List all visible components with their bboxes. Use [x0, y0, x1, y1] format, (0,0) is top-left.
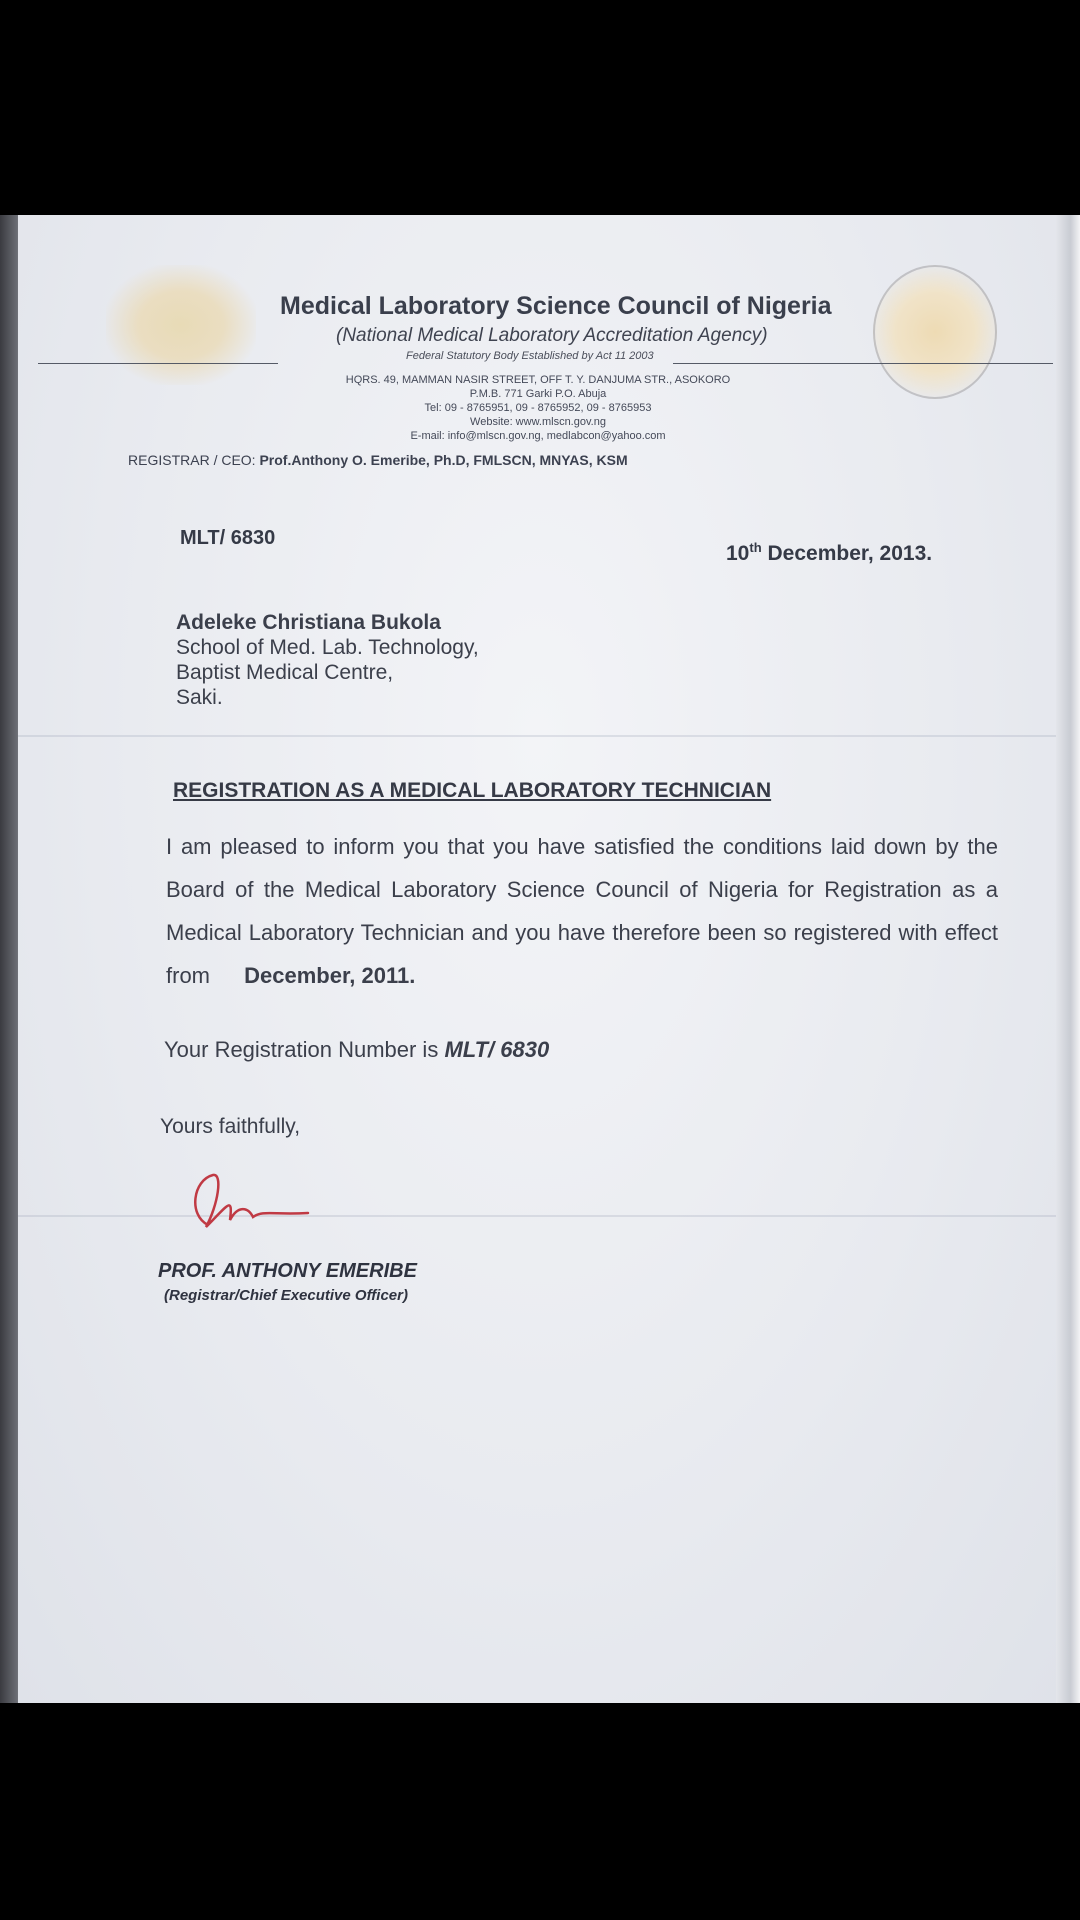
org-subtitle: (National Medical Laboratory Accreditation Agency)	[336, 325, 768, 346]
address-line: HQRS. 49, MAMMAN NASIR STREET, OFF T. Y. DANJUMA STR., ASOKORO	[345, 374, 731, 386]
date-rest: December, 2013.	[767, 542, 933, 565]
email-line: E-mail: info@mlscn.gov.ng, medlabcon@yahoo.com	[410, 430, 666, 442]
effective-date: December, 2011.	[244, 963, 416, 988]
registrar-label: REGISTRAR / CEO:	[128, 452, 256, 468]
photo-right-edge	[1056, 215, 1080, 1703]
letter-date	[726, 540, 932, 566]
statutory-line: Federal Statutory Body Established by Act 11 2003	[406, 350, 654, 362]
website-line: Website: www.mlscn.gov.ng	[470, 416, 606, 428]
date-day: 10	[726, 542, 750, 565]
coat-of-arms-icon	[106, 265, 256, 385]
letter-paper	[18, 215, 1058, 1703]
registration-number-line	[164, 1037, 549, 1063]
addressee-line: Saki.	[176, 686, 223, 709]
addressee-block	[176, 610, 479, 710]
registrar-line	[128, 452, 628, 468]
letter-subject: REGISTRATION AS A MEDICAL LABORATORY TECHNICIAN	[173, 779, 772, 802]
header-rule	[673, 363, 1053, 364]
letter-body	[166, 825, 998, 997]
regno-value: MLT/ 6830	[444, 1037, 550, 1062]
document-photo	[0, 215, 1080, 1703]
header-rule	[38, 363, 278, 364]
signatory-name: PROF. ANTHONY EMERIBE	[158, 1260, 417, 1282]
addressee-line: Baptist Medical Centre,	[176, 661, 394, 684]
org-name: Medical Laboratory Science Council of Nigeria	[280, 292, 832, 320]
addressee-name: Adeleke Christiana Bukola	[176, 611, 441, 634]
regno-label: Your Registration Number is	[164, 1037, 439, 1062]
registrar-name: Prof.Anthony O. Emeribe, Ph.D, FMLSCN, MNYAS, KSM	[259, 452, 628, 468]
telephone-line: Tel: 09 - 8765951, 09 - 8765952, 09 - 8765953	[424, 402, 652, 414]
signature-icon	[178, 1165, 328, 1245]
addressee-line: School of Med. Lab. Technology,	[176, 636, 479, 659]
date-suffix: th	[749, 540, 762, 555]
body-paragraph: I am pleased to inform you that you have satisfied the conditions laid down by the Board of the Medical Laboratory Science Council of Nigeria for Registration as a Medical Laboratory Technician and you have therefore been so registered with effect from	[166, 834, 998, 988]
reference-number: MLT/ 6830	[180, 527, 276, 549]
closing: Yours faithfully,	[160, 1115, 301, 1138]
signatory-title: (Registrar/Chief Executive Officer)	[164, 1287, 408, 1304]
address-line: P.M.B. 771 Garki P.O. Abuja	[469, 388, 607, 400]
paper-fold	[18, 1215, 1058, 1217]
paper-fold	[18, 735, 1058, 737]
